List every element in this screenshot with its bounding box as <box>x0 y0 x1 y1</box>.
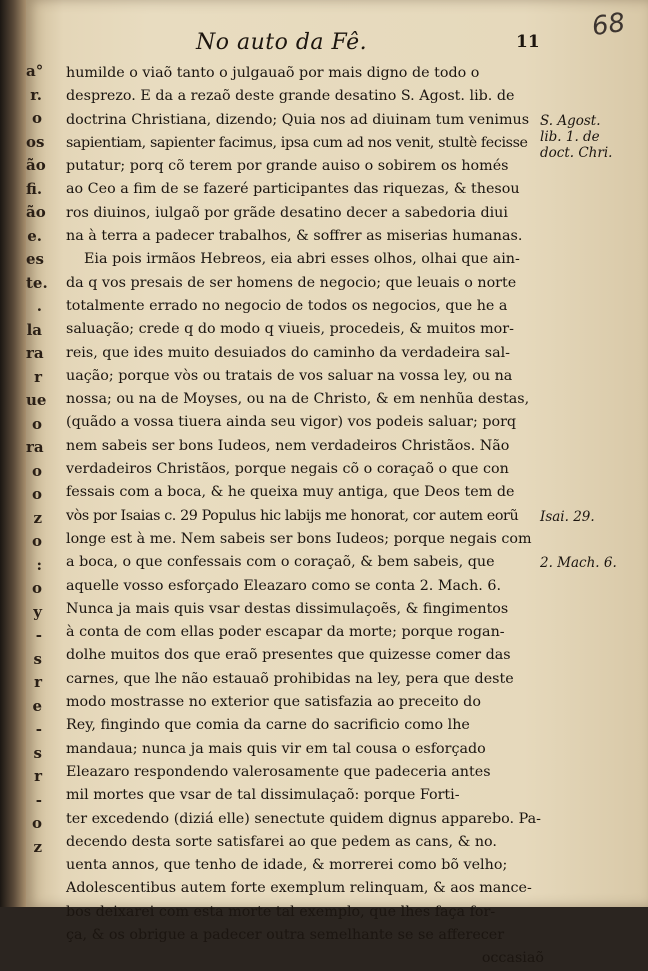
bleed-fragment: la <box>26 320 42 339</box>
text-line: Nunca ja mais quis vsar destas dissimulaçoẽs, & fingimentos <box>66 600 509 617</box>
text-line: ros diuinos, iulgaõ por grãde desatino decer a sabedoria diui <box>66 204 508 221</box>
bleed-fragment: e <box>32 696 42 715</box>
bleed-fragment: z <box>33 837 42 856</box>
text-line: Eleazaro respondendo valerosamente que padeceria antes <box>66 763 491 780</box>
text-line: decendo desta sorte satisfarei ao que pedem as cans, & no. <box>66 833 497 850</box>
bleed-fragment: o <box>31 485 42 503</box>
bleed-fragment: r <box>34 767 42 785</box>
text-line: uação; porque vòs ou tratais de vos saluar na vossa ley, ou na <box>66 367 513 384</box>
bleed-fragment: - <box>35 790 42 809</box>
bleed-fragment: e. <box>27 226 42 245</box>
text-line: Rey, fingindo que comia da carne do sacrificio como lhe <box>66 717 470 734</box>
text-line: Eia pois irmãos Hebreos, eia abri esses olhos, olhai que ain- <box>84 251 520 268</box>
text-line: Adolescentibus autem forte exemplum relinquam, & aos mance- <box>66 880 532 897</box>
text-line: sapientiam, sapienter facimus, ipsa cum ad nos venit, stultè fecisse <box>66 134 528 151</box>
text-line: saluação; crede q do modo q viueis, procedeis, & muitos mor- <box>66 321 514 338</box>
bleed-fragment: es <box>26 250 44 268</box>
bleed-fragment: - <box>35 720 42 738</box>
bleed-fragment: os <box>26 132 45 151</box>
text-line: occasiaõ <box>481 950 544 967</box>
running-header <box>196 30 556 58</box>
text-line: ao Ceo a fim de se fazeré participantes das riquezas, & thesou <box>66 181 520 198</box>
text-line: verdadeiros Christãos, porque negais cõ o coraçaõ o que con <box>66 461 509 478</box>
bleed-fragment: ão <box>26 203 46 221</box>
bleed-fragment: o <box>31 579 42 597</box>
bleed-fragment: . <box>36 297 42 315</box>
text-line: doctrina Christiana, dizendo; Quia nos ad diuinam tum venimus <box>66 111 530 128</box>
bleed-fragment: o <box>31 109 42 127</box>
bleed-fragment: r. <box>30 85 42 104</box>
text-line: dolhe muitos dos que eraõ presentes que quizesse comer das <box>66 647 511 664</box>
bleed-fragment: te. <box>26 273 48 292</box>
bleed-fragment: o <box>31 461 42 480</box>
text-line: da q vos presais de ser homens de negocio; que leuais o norte <box>66 274 517 291</box>
text-line: fessais com a boca, & he queixa muy antiga, que Deos tem de <box>66 484 515 501</box>
bleed-fragment: o <box>31 414 42 433</box>
bleed-fragment: ra <box>26 438 44 456</box>
text-line: mil mortes que vsar de tal dissimulaçaõ: porque Forti- <box>66 787 460 804</box>
bleed-fragment: ue <box>26 391 47 409</box>
bleed-fragment: fi. <box>26 179 43 198</box>
bleed-fragment: s <box>33 743 42 762</box>
bleed-fragment: y <box>33 602 42 621</box>
text-line: nem sabeis ser bons Iudeos, nem verdadeiros Christãos. Não <box>66 437 510 454</box>
bleed-fragment: - <box>35 626 42 644</box>
text-line: longe est à me. Nem sabeis ser bons Iudeos; porque negais com <box>66 530 532 547</box>
text-line: vòs por Isaias c. 29 Populus hic labijs me honorat, cor autem eorũ <box>66 507 519 524</box>
text-line: nossa; ou na de Moyses, ou na de Christo, & em nenhũa destas, <box>66 391 530 408</box>
bleed-fragment: ão <box>26 156 46 174</box>
text-line: desprezo. E da a rezaõ deste grande desatino S. Agost. lib. de <box>66 88 515 105</box>
margin-note: Isai. 29. <box>540 508 595 525</box>
text-body <box>66 62 544 971</box>
margin-note: 2. Mach. 6. <box>540 555 617 572</box>
handwritten-folio-number: 68 <box>590 7 628 43</box>
bleed-fragment: : <box>36 555 42 574</box>
bleed-fragment: r <box>34 673 42 691</box>
text-line: ter excedendo (diziá elle) senectute quidem dignus apparebo. Pa- <box>66 810 541 827</box>
margin-note: S. Agost. lib. 1. de doct. Chri. <box>540 112 613 161</box>
text-line: reis, que ides muito desuiados do caminho da verdadeira sal- <box>66 344 511 361</box>
bleed-fragment: ra <box>26 344 44 362</box>
text-line: à conta de com ellas poder escapar da morte; porque rogan- <box>66 624 505 641</box>
adjacent-page-bleed <box>26 60 48 859</box>
text-line: aquelle vosso esforçado Eleazaro como se conta 2. Mach. 6. <box>66 577 502 594</box>
text-line: modo mostrasse no exterior que satisfazia ao preceito do <box>66 694 481 711</box>
text-line: uenta annos, que tenho de idade, & morrerei como bõ velho; <box>66 857 508 874</box>
text-line: totalmente errado no negocio de todos os negocios, que he a <box>66 297 508 314</box>
text-line: humilde o viaõ tanto o julgauaõ por mais digno de todo o <box>66 65 480 81</box>
bleed-fragment: s <box>33 649 42 668</box>
running-title: No auto da Fê. <box>196 30 368 55</box>
text-line: ça, & os obrigue a padecer outra semelhante se se afferecer <box>66 926 505 943</box>
text-line: mandaua; nunca ja mais quis vir em tal cousa o esforçado <box>66 740 486 757</box>
bleed-fragment: z <box>33 508 42 527</box>
bleed-fragment: o <box>31 532 42 550</box>
text-line: (quãdo a vossa tiuera ainda seu vigor) vos podeis saluar; porq <box>66 414 517 431</box>
page-number: 11 <box>516 32 540 52</box>
text-line: na à terra a padecer trabalhos, & soffrer as miserias humanas. <box>66 228 523 245</box>
text-line: bos deixarei com esta morte tal exemplo, que lhes faça for- <box>66 903 496 920</box>
bleed-fragment: o <box>31 814 42 832</box>
bleed-fragment: r <box>34 367 42 386</box>
text-line: putatur; porq cõ terem por grande auiso o sobirem os homés <box>66 158 509 175</box>
book-page <box>26 0 648 967</box>
bleed-fragment: a° <box>26 62 44 80</box>
text-line: carnes, que lhe não estauaõ prohibidas na ley, pera que deste <box>66 670 514 687</box>
text-line: a boca, o que confessais com o coraçaõ, & bem sabeis, que <box>66 554 495 571</box>
